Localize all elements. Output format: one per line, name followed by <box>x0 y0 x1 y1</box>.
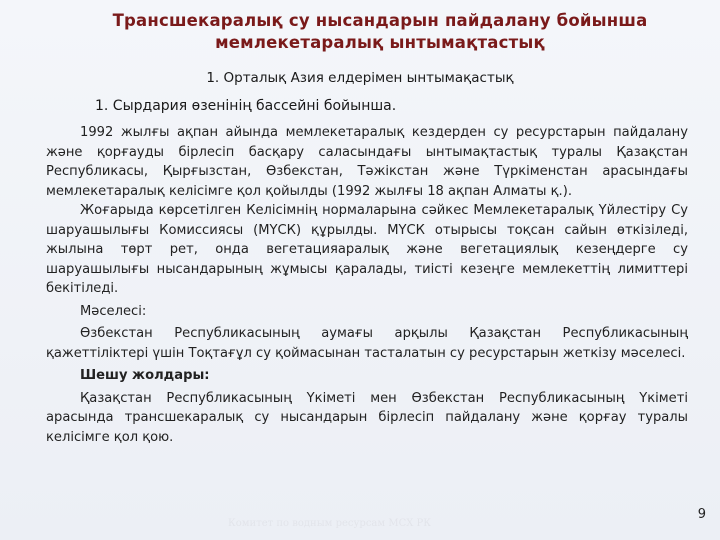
slide-title-line-1: Трансшекаралық су нысандарын пайдалану бойынша <box>112 11 648 30</box>
paragraph-agreement: 1992 жылғы ақпан айында мемлекетаралық кездерден су ресурстарын пайдалану және қорғауды бірлесіп басқару саласындағы ынтымақтастық туралы Қазақстан Республикасы, Қырғызстан, Өзбекстан, Тәжікстан және Түркіменстан арасындағы мемлекетаралық келісімге қол қойылды (1992 жылғы 18 ақпан Алматы қ.). <box>46 125 688 199</box>
slide-subtitle: 1. Орталық Азия елдерімен ынтымақастық <box>206 70 514 86</box>
paragraph-problem: Өзбекстан Республикасының аумағы арқылы Қазақстан Республикасының қажеттіліктері үшін Тоқтағұл су қоймасынан тасталатын су ресурстарын жеткізу мәселесі. <box>46 326 688 361</box>
problem-heading: Мәселесі: <box>80 303 147 319</box>
paragraph-solution: Қазақстан Республикасының Үкіметі мен Өзбекстан Республикасының Үкіметі арасында трансшекаралық су нысандарын бірлесіп пайдалану және қорғау туралы келісімге қол қою. <box>46 390 688 445</box>
section-title: 1. Сырдария өзенінің бассейні бойынша. <box>95 98 397 114</box>
footer-watermark: Комитет по водным ресурсам МСХ РК <box>228 518 431 529</box>
paragraph-commission: Жоғарыда көрсетілген Келісімнің нормаларына сәйкес Мемлекетаралық Үйлестіру Су шаруашылығы Комиссиясы (МҮСК) құрылды. МҮСК отырысы тоқсан сайын өткізіледі, жылына төрт рет, онда вегетацияаралық және вегетациялық кезеңдерге су шаруашылығы нысандарының жұмысы қаралады, тиісті кезеңге мемлекеттің лимиттері бекітіледі. <box>46 203 688 296</box>
body-text <box>46 123 688 447</box>
slide-title <box>80 10 680 54</box>
page-number: 9 <box>697 507 706 522</box>
solution-heading: Шешу жолдары: <box>80 368 210 383</box>
slide-title-line-2: мемлекетаралық ынтымақтастық <box>215 33 545 52</box>
